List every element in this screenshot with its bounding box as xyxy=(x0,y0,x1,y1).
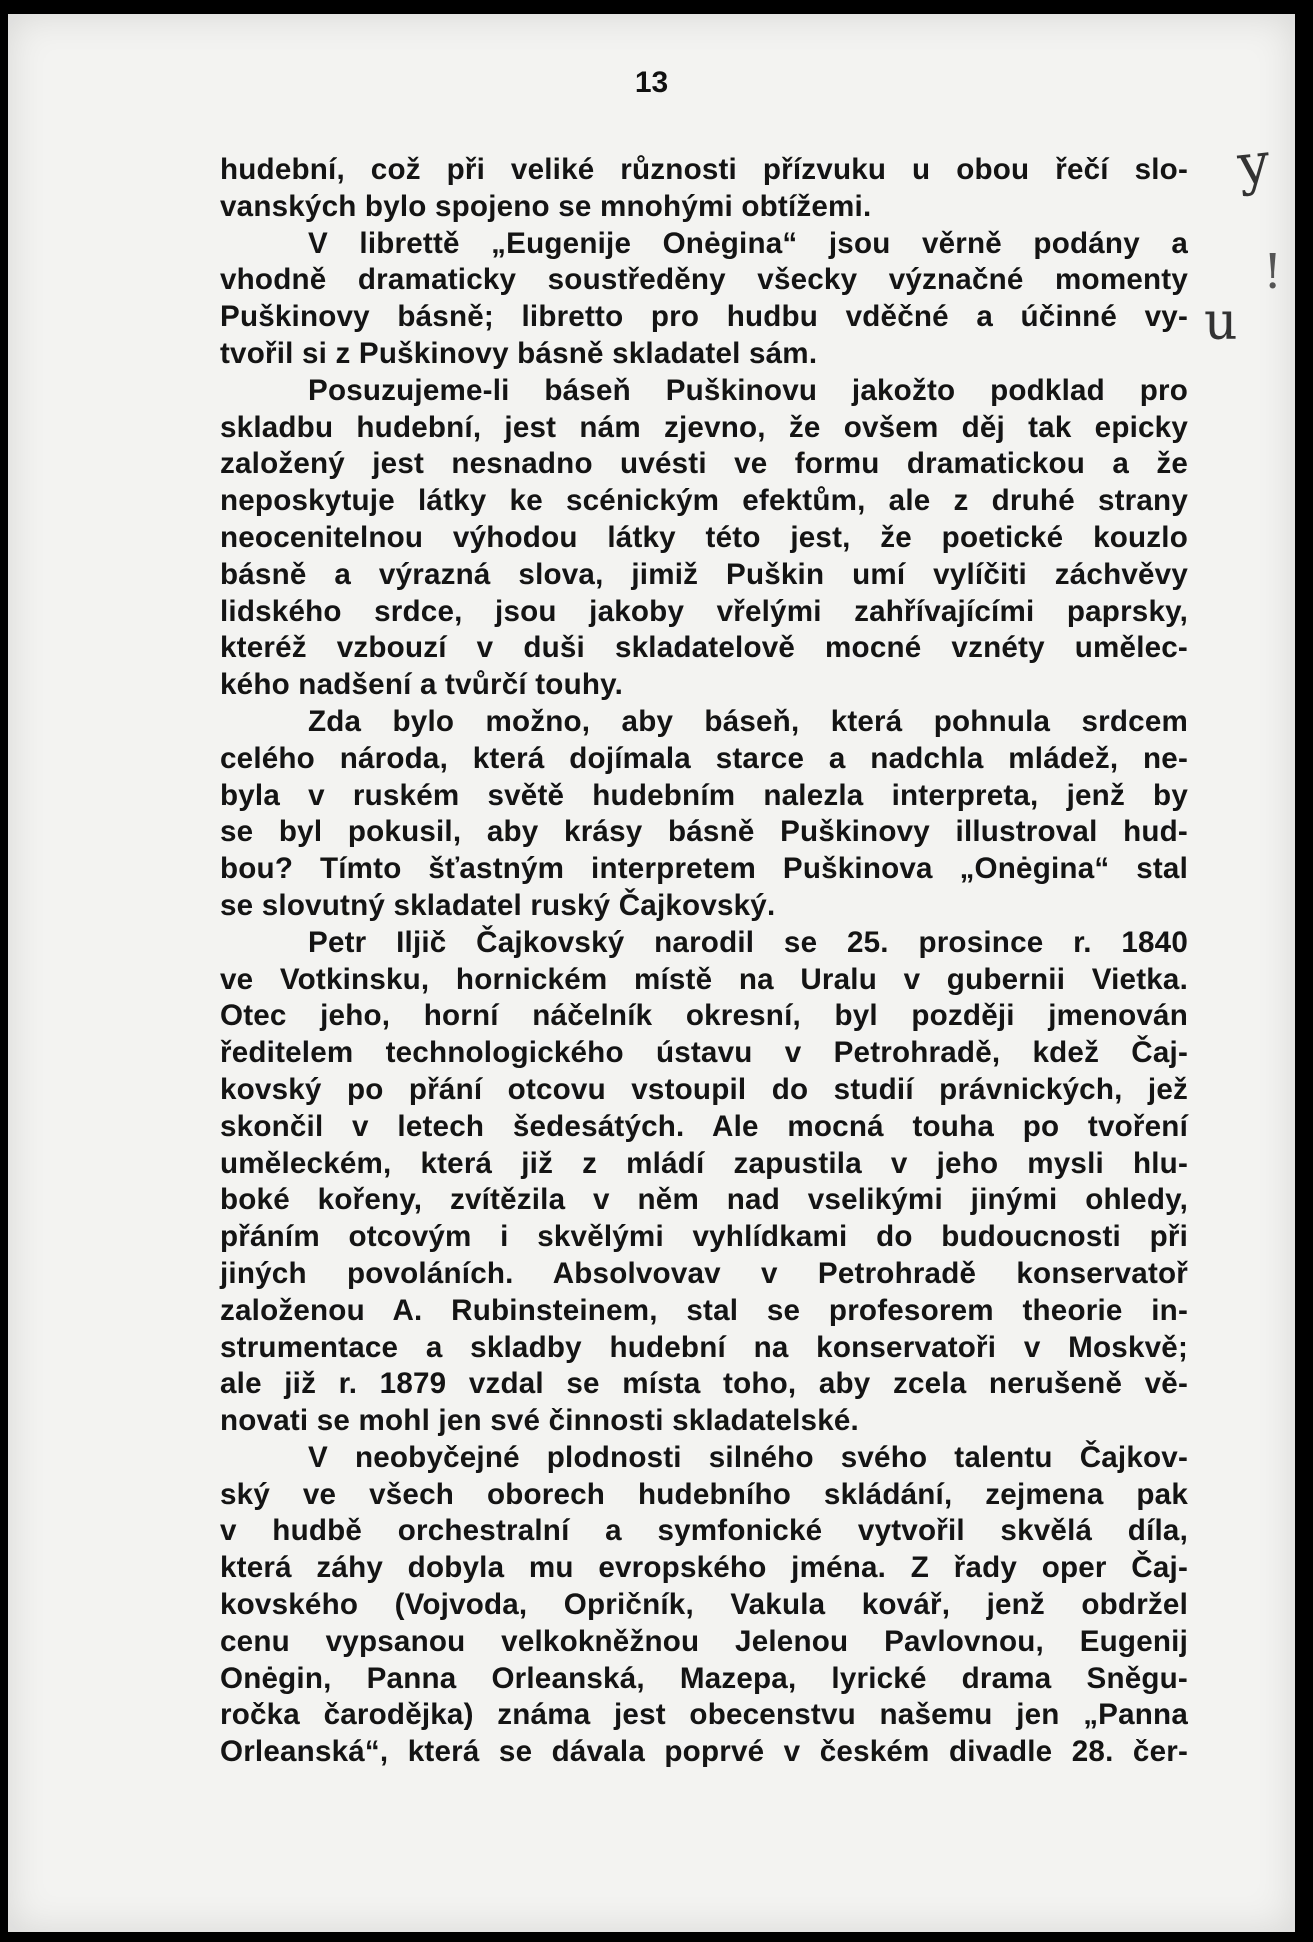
text-line: založenou A. Rubinsteinem, stal se profesorem theorie in- xyxy=(220,1293,1188,1327)
text-line: ročka čarodějka) známa jest obecenstvu našemu jen „Panna xyxy=(220,1698,1188,1732)
text-line: se slovutný skladatel ruský Čajkovský. xyxy=(220,888,776,922)
text-line: novati se mohl jen své činnosti skladatelské. xyxy=(220,1404,859,1438)
text-line: básně a výrazná slova, jimiž Puškin umí vylíčiti záchvěvy xyxy=(220,557,1188,591)
body-text xyxy=(220,152,1188,1771)
text-line: celého národa, která dojímala starce a nadchla mládež, ne- xyxy=(220,741,1188,775)
text-line: Zda bylo možno, aby báseň, která pohnula srdcem xyxy=(308,704,1188,738)
text-line: Posuzujeme-li báseň Puškinovu jakožto podklad pro xyxy=(308,373,1188,407)
text-line: přáním otcovým i skvělými vyhlídkami do budoucnosti při xyxy=(220,1220,1188,1254)
text-line: vhodně dramaticky soustředěny všecky význačné momenty xyxy=(220,263,1188,297)
text-line: vanských bylo spojeno se mnohými obtížemi. xyxy=(220,189,872,223)
text-line: která záhy dobyla mu evropského jména. Z řady oper Čaj- xyxy=(220,1551,1188,1585)
text-line: byla v ruském světě hudebním nalezla interpreta, jenž by xyxy=(220,778,1188,812)
text-line: skončil v letech šedesátých. Ale mocná touha po tvoření xyxy=(220,1109,1188,1143)
text-line: kého nadšení a tvůrčí touhy. xyxy=(220,668,624,702)
text-line: založený jest nesnadno uvésti ve formu dramatickou a že xyxy=(220,447,1188,481)
text-line: tvořil si z Puškinovy básně skladatel sám. xyxy=(220,336,818,370)
text-line: uměleckém, která již z mládí zapustila v jeho mysli hlu- xyxy=(220,1146,1188,1180)
text-line: jiných povoláních. Absolvovav v Petrohradě konservatoř xyxy=(220,1256,1188,1290)
margin-handwriting-exclamation: ! xyxy=(1263,244,1283,300)
text-line: Onėgin, Panna Orleanská, Mazepa, lyrické drama Sněgu- xyxy=(220,1661,1188,1695)
text-line: V librettě „Eugenije Onėgina“ jsou věrně podány a xyxy=(308,226,1188,260)
text-line: kteréž vzbouzí v duši skladatelově mocné vznéty umělec- xyxy=(220,631,1188,665)
text-line: ve Votkinsku, hornickém místě na Uralu v gubernii Vietka. xyxy=(220,962,1188,996)
margin-handwriting-y: y xyxy=(1234,130,1273,199)
text-line: cenu vypsanou velkokněžnou Jelenou Pavlovnou, Eugenij xyxy=(220,1624,1188,1658)
text-line: ský ve všech oborech hudebního skládání, zejmena pak xyxy=(220,1477,1188,1511)
text-line: skladbu hudební, jest nám zjevno, že ovšem děj tak epicky xyxy=(220,410,1188,444)
text-line: Puškinovy básně; libretto pro hudbu vděčné a účinné vy- xyxy=(220,300,1188,334)
text-line: kovského (Vojvoda, Opričník, Vakula kovář, jenž obdržel xyxy=(220,1588,1188,1622)
text-line: lidského srdce, jsou jakoby vřelými zahřívajícími paprsky, xyxy=(220,594,1188,628)
text-line: Petr Iljič Čajkovský narodil se 25. prosince r. 1840 xyxy=(308,925,1188,959)
text-line: Orleanská“, která se dávala poprvé v českém divadle 28. čer- xyxy=(220,1735,1188,1769)
paper-sheet xyxy=(8,14,1295,1932)
text-line: V neobyčejné plodnosti silného svého talentu Čajkov- xyxy=(308,1440,1188,1474)
margin-handwriting-u: u xyxy=(1204,292,1238,352)
text-line: se byl pokusil, aby krásy básně Puškinovy illustroval hud- xyxy=(220,815,1188,849)
text-line: ale již r. 1879 vzdal se místa toho, aby zcela nerušeně vě- xyxy=(220,1367,1188,1401)
text-line: Otec jeho, horní náčelník okresní, byl později jmenován xyxy=(220,999,1188,1033)
text-line: ředitelem technologického ústavu v Petrohradě, kdež Čaj- xyxy=(220,1036,1188,1070)
text-line: hudební, což při veliké různosti přízvuku u obou řečí slo- xyxy=(220,153,1188,186)
text-line: v hudbě orchestralní a symfonické vytvořil skvělá díla, xyxy=(220,1514,1188,1548)
text-line: neocenitelnou výhodou látky této jest, že poetické kouzlo xyxy=(220,520,1188,554)
text-line: bou? Tímto šťastným interpretem Puškinova „Onėgina“ stal xyxy=(220,852,1188,886)
text-line: strumentace a skladby hudební na konservatoři v Moskvě; xyxy=(220,1330,1188,1364)
text-line: neposkytuje látky ke scénickým efektům, ale z druhé strany xyxy=(220,484,1188,518)
text-line: kovský po přání otcovu vstoupil do studií právnických, jež xyxy=(220,1072,1188,1106)
page-number: 13 xyxy=(634,66,669,99)
text-line: boké kořeny, zvítězila v něm nad vselikými jinými ohledy, xyxy=(220,1183,1188,1217)
